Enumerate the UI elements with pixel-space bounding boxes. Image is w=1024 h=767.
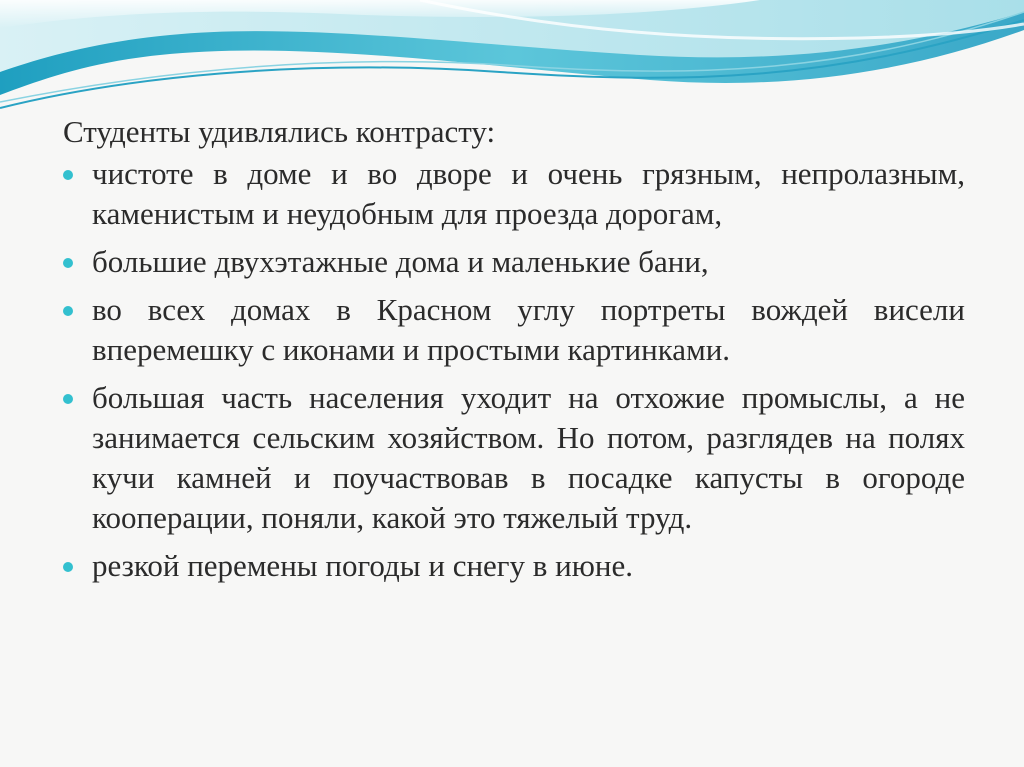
- list-item: [63, 154, 965, 234]
- list-item-text: большая часть населения уходит на отхожие промыслы, а не занимается сельским хозяйством. Но потом, разглядев на полях кучи камней и поучаствовав в посадке капусты в огороде кооперации, поняли, какой это тяжелый труд.: [92, 380, 965, 535]
- list-item-text: большие двухэтажные дома и маленькие бани,: [92, 244, 709, 279]
- bullet-dot-icon: [63, 170, 73, 180]
- bullet-dot-icon: [63, 394, 73, 404]
- list-item-text: чистоте в доме и во дворе и очень грязным, непролазным, каменистым и неудобным для проезда дорогам,: [92, 156, 965, 231]
- list-item: [63, 378, 965, 538]
- decorative-wave-header: [0, 0, 1024, 120]
- slide-heading: Студенты удивлялись контрасту:: [63, 114, 496, 149]
- list-item-text: резкой перемены погоды и снегу в июне.: [92, 548, 634, 583]
- list-item: [63, 242, 965, 282]
- bullet-dot-icon: [63, 258, 73, 268]
- bullet-list: [63, 154, 965, 586]
- slide-content: [63, 112, 965, 594]
- list-item: [63, 546, 965, 586]
- list-item: [63, 290, 965, 370]
- bullet-dot-icon: [63, 306, 73, 316]
- bullet-dot-icon: [63, 562, 73, 572]
- list-item-text: во всех домах в Красном углу портреты вождей висели вперемешку с иконами и простыми картинками.: [92, 292, 965, 367]
